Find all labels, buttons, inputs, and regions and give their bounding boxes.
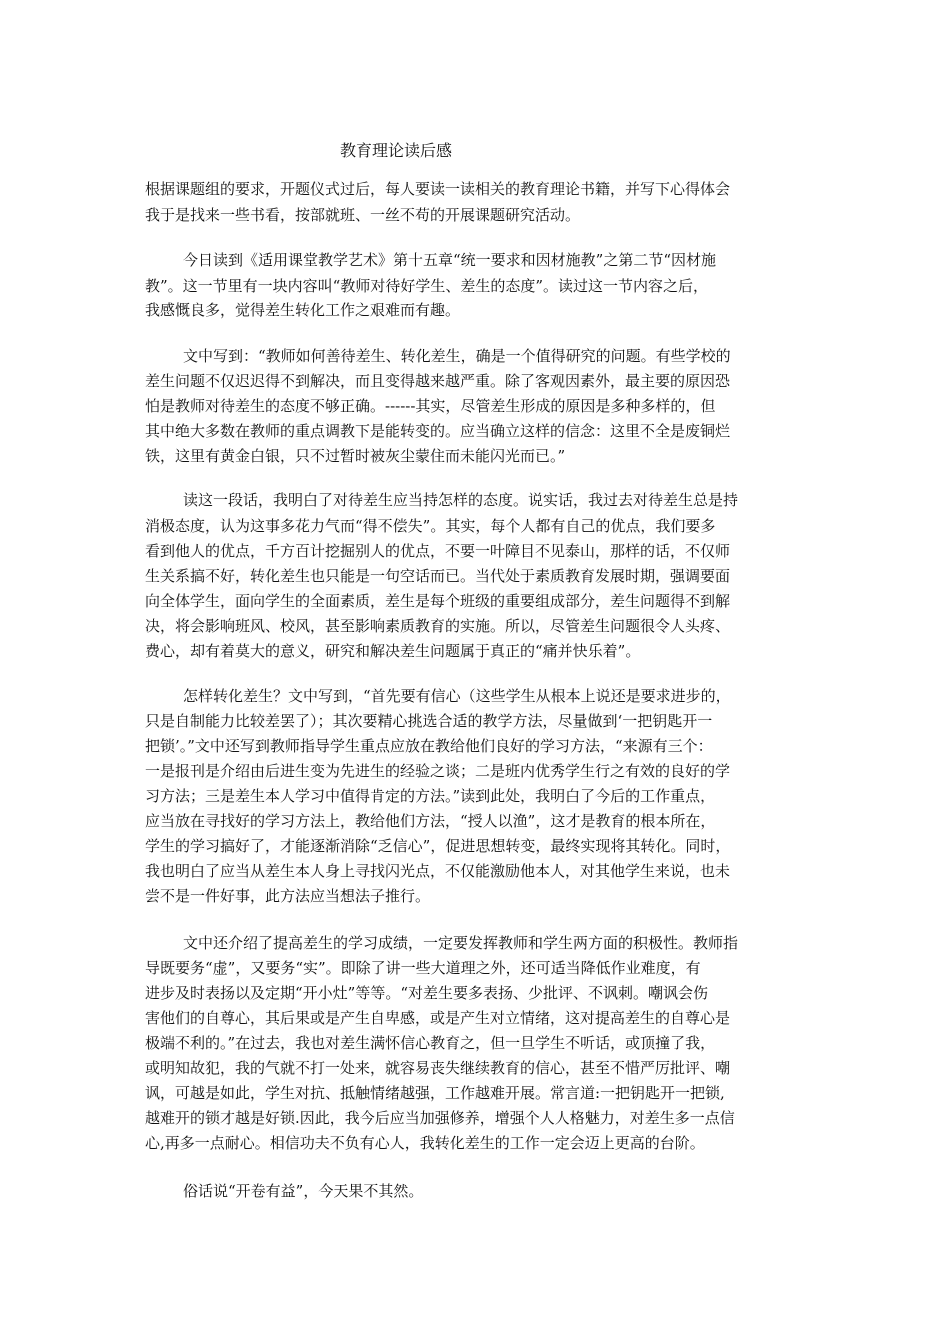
text-line: 俗话说“开卷有益”，今天果不其然。 — [183, 1182, 424, 1200]
text-line: 文中还介绍了提高差生的学习成绩，一定要发挥教师和学生两方面的积极性。教师指 — [183, 934, 739, 952]
text-line: 看到他人的优点，千方百计挖掘别人的优点，不要一叶障目不见泰山，那样的话，不仅师 — [145, 542, 731, 560]
text-line: 费心，却有着莫大的意义，研究和解决差生问题属于真正的“痛并快乐着”。 — [145, 642, 641, 660]
text-line: 尝不是一件好事，此方法应当想法子推行。 — [145, 887, 431, 905]
text-line: 把锁’。”文中还写到教师指导学生重点应放在教给他们良好的学习方法，“来源有三个： — [145, 737, 713, 755]
text-line: 铁，这里有黄金白银，只不过暂时被灰尘蒙住而未能闪光而已。” — [145, 447, 566, 465]
text-line: 生关系搞不好，转化差生也只能是一句空话而已。当代处于素质教育发展时期，强调要面 — [145, 567, 731, 585]
text-line: 今日读到《适用课堂教学艺术》第十五章“统一要求和因材施教”之第二节“因材施 — [183, 251, 717, 269]
text-line: 怎样转化差生？文中写到，“首先要有信心（这些学生从根本上说还是要求进步的， — [183, 687, 731, 705]
text-line: 讽，可越是如此，学生对抗、抵触情绪越强，工作越难开展。常言道:一把钥匙开一把锁, — [145, 1084, 725, 1102]
text-line: 应当放在寻找好的学习方法上，教给他们方法，“授人以渔”，这才是教育的根本所在， — [145, 812, 716, 830]
text-line: 文中写到：“教师如何善待差生、转化差生，确是一个值得研究的问题。有些学校的 — [183, 347, 731, 365]
text-line: 学生的学习搞好了，才能逐渐消除“乏信心”，促进思想转变，最终实现将其转化。同时， — [145, 837, 731, 855]
text-line: 极端不利的。”在过去，我也对差生满怀信心教育之，但一旦学生不听话，或顶撞了我， — [145, 1034, 716, 1052]
text-line: 一是报刊是介绍由后进生变为先进生的经验之谈；二是班内优秀学生行之有效的良好的学 — [145, 762, 731, 780]
text-line: 我感慨良多，觉得差生转化工作之艰难而有趣。 — [145, 301, 461, 319]
text-line: 越难开的锁才越是好锁.因此，我今后应当加强修养，增强个人人格魅力，对差生多一点信 — [145, 1109, 735, 1127]
text-line: 决，将会影响班风、校风，甚至影响素质教育的实施。所以，尽管差生问题很令人头疼、 — [145, 617, 731, 635]
text-line: 根据课题组的要求，开题仪式过后，每人要读一读相关的教育理论书籍，并写下心得体会 — [145, 180, 731, 198]
text-line: 进步及时表扬以及定期“开小灶”等等。“对差生要多表扬、少批评、不讽刺。嘲讽会伤 — [145, 984, 709, 1002]
text-line: 我也明白了应当从差生本人身上寻找闪光点，不仅能激励他本人，对其他学生来说，也未 — [145, 862, 731, 880]
text-line: 消极态度，认为这事多花力气而“得不偿失”。其实，每个人都有自己的优点，我们要多 — [145, 517, 716, 535]
text-line: 我于是找来一些书看，按部就班、一丝不苟的开展课题研究活动。 — [145, 206, 581, 224]
text-line: 差生问题不仅迟迟得不到解决，而且变得越来越严重。除了客观因素外，最主要的原因恐 — [145, 372, 731, 390]
document-title: 教育理论读后感 — [340, 141, 453, 160]
text-line: 习方法；三是差生本人学习中值得肯定的方法。”读到此处，我明白了今后的工作重点， — [145, 787, 716, 805]
text-line: 心,再多一点耐心。相信功夫不负有心人，我转化差生的工作一定会迈上更高的台阶。 — [145, 1134, 705, 1152]
text-line: 怕是教师对待差生的态度不够正确。------其实，尽管差生形成的原因是多种多样的，但 — [145, 397, 716, 415]
text-line: 教”。这一节里有一块内容叫“教师对待好学生、差生的态度”。读过这一节内容之后， — [145, 277, 709, 295]
text-line: 向全体学生，面向学生的全面素质，差生是每个班级的重要组成部分，差生问题得不到解 — [145, 592, 731, 610]
text-line: 或明知故犯，我的气就不打一处来，就容易丧失继续教育的信心，甚至不惜严厉批评、嘲 — [145, 1059, 731, 1077]
text-line: 其中绝大多数在教师的重点调教下是能转变的。应当确立这样的信念：这里不全是废铜烂 — [145, 422, 731, 440]
text-line: 害他们的自尊心，其后果或是产生自卑感，或是产生对立情绪，这对提高差生的自尊心是 — [145, 1009, 731, 1027]
text-line: 读这一段话，我明白了对待差生应当持怎样的态度。说实话，我过去对待差生总是持 — [183, 491, 739, 509]
text-line: 只是自制能力比较差罢了）；其次要精心挑选合适的教学方法，尽量做到‘一把钥匙开一 — [145, 712, 713, 730]
text-line: 导既要务“虚”，又要务“实”。即除了讲一些大道理之外，还可适当降低作业难度，有 — [145, 959, 701, 977]
